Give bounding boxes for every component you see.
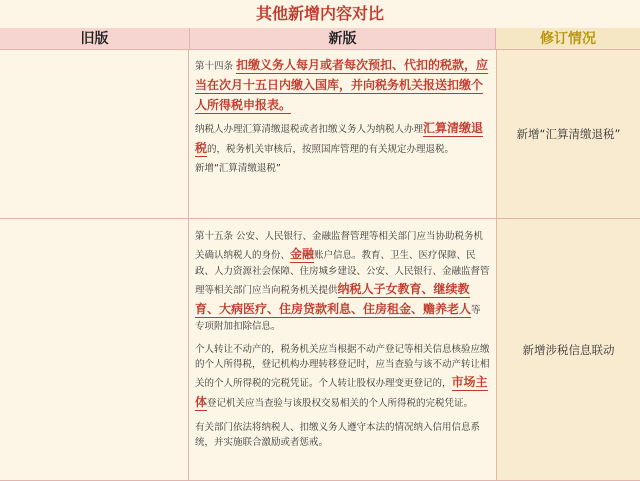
credit-paragraph: 有关部门依法将纳税人、扣缴义务人遵守本法的情况纳入信用信息系统，并实施联合激励或者惩戒。 xyxy=(195,422,481,448)
row1-new-cell xyxy=(189,50,496,219)
header-new-version: 新版 xyxy=(189,28,496,50)
comparison-table xyxy=(0,28,640,481)
article-14 xyxy=(195,55,490,115)
property-highlight: 市场主体 xyxy=(195,375,488,409)
row1-old-cell xyxy=(0,50,189,219)
row2-revision: 新增涉税信息联动 xyxy=(496,219,640,481)
article-14-highlight: 扣缴义务人每月或者每次预扣、代扣的税款，应当在次月十五日内缴入国库，并向税务机关报送扣缴个人所得税申报表。 xyxy=(195,58,489,112)
article-15-mid: 账户信息。教育、卫生、医疗保障、民政、人力资源社会保障、住房城乡建设、公安、人民银行、金融监督管理等相关部门应当向税务机关提供 xyxy=(195,250,490,296)
row2-old-cell xyxy=(0,219,189,481)
row2-new-cell xyxy=(189,219,496,481)
page-title: 其他新增内容对比 xyxy=(0,0,640,28)
article-15-highlight-deductions: 纳税人子女教育、继续教育、大病医疗、住房贷款利息、住房租金、赡养老人 xyxy=(195,282,472,316)
property-pre: 个人转让不动产的，税务机关应当根据不动产登记等相关信息核验应缴的个人所得税，登记机构办理转移登记时，应当查验与该不动产转让相关的个人所得税的完税凭证。个人转让股权办理变更登记的， xyxy=(195,344,490,389)
header-old-version: 旧版 xyxy=(0,28,189,50)
article-14-prefix: 第十四条 xyxy=(195,61,234,72)
refund-highlight: 汇算清缴退税 xyxy=(195,121,484,155)
article-15-highlight-finance: 金融 xyxy=(290,247,315,261)
article-15 xyxy=(195,229,490,334)
row1-note: 新增“汇算清缴退税” xyxy=(195,163,281,174)
property-post: 登记机关应当查验与该股权交易相关的个人所得税的完税凭证。 xyxy=(207,398,474,409)
property-transfer-paragraph xyxy=(195,342,490,412)
refund-paragraph xyxy=(195,118,490,158)
article-15-post: 等专项附加扣除信息。 xyxy=(195,305,481,332)
header-revision: 修订情况 xyxy=(496,28,640,50)
refund-post: 的，税务机关审核后，按照国库管理的有关规定办理退税。 xyxy=(207,144,455,155)
row1-revision: 新增“汇算清缴退税” xyxy=(496,50,640,219)
article-15-pre: 第十五条 公安、人民银行、金融监督管理等相关部门应当协助税务机关确认纳税人的身份、 xyxy=(195,231,484,261)
refund-pre: 纳税人办理汇算清缴退税或者扣缴义务人为纳税人办理 xyxy=(195,124,424,135)
